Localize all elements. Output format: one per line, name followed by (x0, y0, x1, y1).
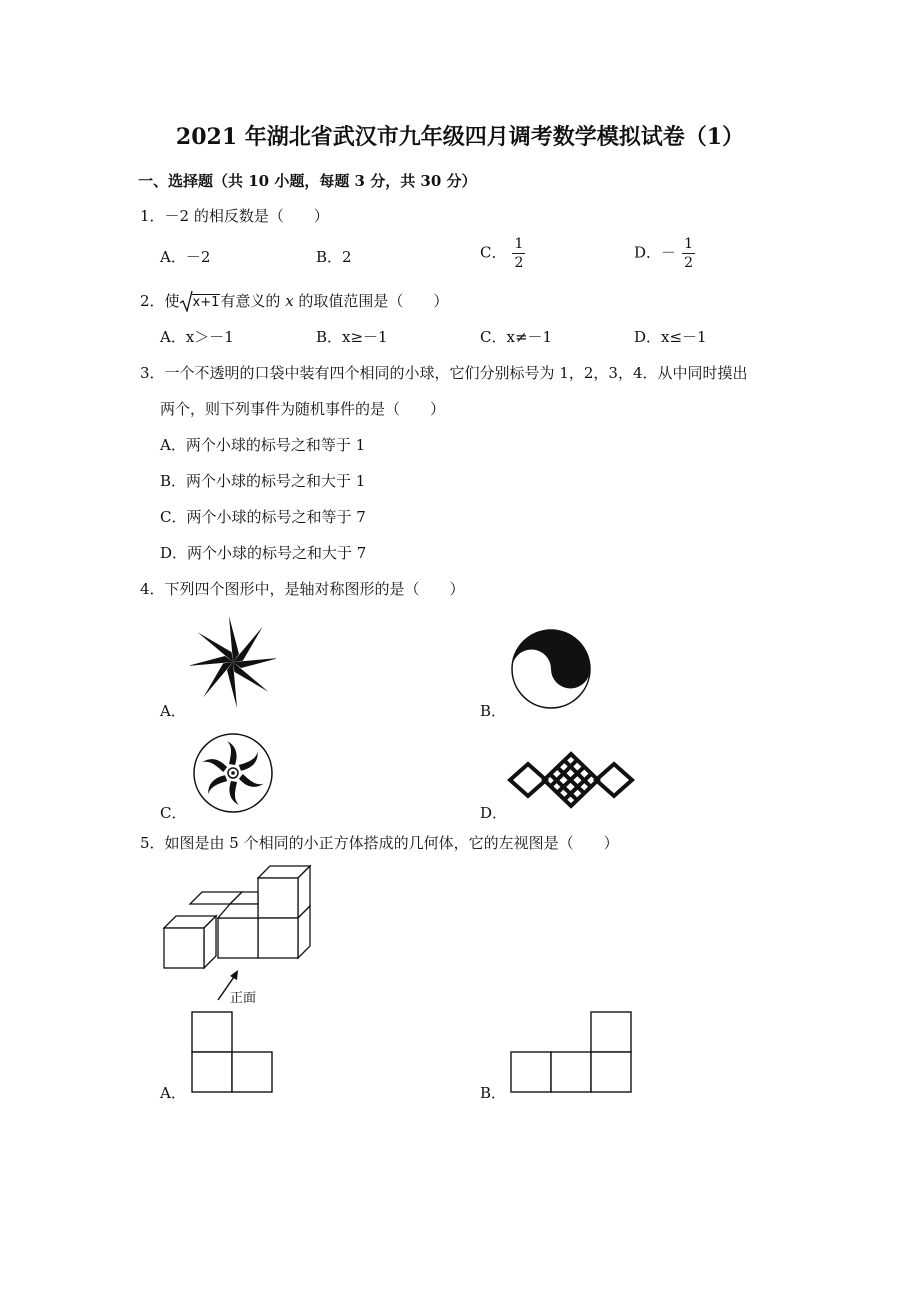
q3-option-a[interactable]: A．两个小球的标号之和等于 1 (160, 436, 366, 454)
q2-option-a[interactable] (160, 326, 234, 347)
q2-option-c-label: C． (480, 328, 507, 346)
q5-option-a-view[interactable] (190, 1010, 276, 1094)
q2-suffix-b: 的取值范围是（ ） (293, 292, 449, 310)
endless-knot-figure[interactable] (506, 748, 636, 812)
question-4-stem: 4．下列四个图形中，是轴对称图形的是（ ） (140, 580, 465, 598)
radicand: x+1 (192, 295, 220, 310)
q3-option-c[interactable]: C．两个小球的标号之和等于 7 (160, 508, 366, 526)
fraction-denominator: 2 (684, 255, 693, 271)
fraction-denominator: 2 (514, 255, 524, 271)
q1-option-c[interactable] (480, 236, 525, 271)
q2-prefix: 2．使 (140, 292, 180, 310)
front-view-label: 正面 (230, 991, 257, 1006)
q1-option-d[interactable] (634, 236, 695, 271)
q4-option-a-label[interactable]: A． (160, 702, 186, 720)
q2-variable: x (285, 292, 294, 310)
question-3-stem-line1: 3．一个不透明的口袋中装有四个相同的小球，它们分别标号为 1，2，3，4．从中同时摸出 (140, 364, 748, 382)
fraction-numerator: 1 (514, 236, 524, 252)
question-3-stem-line2: 两个，则下列事件为随机事件的是（ ） (160, 400, 446, 418)
fraction-numerator: 1 (684, 236, 693, 252)
q5-option-b-view[interactable] (509, 1010, 633, 1094)
q1-option-a[interactable]: A．－2 (160, 248, 211, 266)
q5-option-a-label[interactable]: A． (160, 1084, 186, 1102)
q1-option-c-fraction (512, 236, 525, 271)
q2-option-b-label: B． (316, 328, 343, 346)
q4-option-d-label[interactable]: D． (480, 804, 508, 822)
yin-yang-figure[interactable] (510, 628, 592, 710)
q1-option-d-label: D．－ (634, 243, 677, 262)
page-title: 2021 年湖北省武汉市九年级四月调考数学模拟试卷（1） (175, 124, 745, 150)
q1-option-d-fraction (682, 236, 695, 271)
q2-suffix-a: 有意义的 (220, 292, 286, 310)
q2-option-b-value: x≥－1 (342, 328, 388, 346)
q2-option-c[interactable] (480, 326, 552, 347)
q1-option-c-label: C． (480, 243, 507, 262)
q2-option-b[interactable] (316, 326, 388, 347)
section-heading: 一、选择题（共 10 小题，每题 3 分，共 30 分） (138, 172, 477, 190)
q3-option-d[interactable]: D．两个小球的标号之和大于 7 (160, 544, 367, 562)
question-2-stem (140, 290, 448, 311)
q2-option-c-value: x≠－1 (506, 328, 553, 346)
square-root (180, 292, 221, 310)
question-1-stem: 1．－2 的相反数是（ ） (140, 207, 329, 225)
q4-option-c-label[interactable]: C． (160, 804, 187, 822)
pinwheel-star-figure[interactable] (190, 614, 276, 710)
q2-option-d[interactable] (634, 326, 707, 347)
q4-option-b-label[interactable]: B． (480, 702, 507, 720)
q1-option-b[interactable]: B．2 (316, 248, 352, 266)
cube-solid-figure (158, 862, 320, 970)
q2-option-a-label: A． (160, 328, 186, 346)
q3-option-b[interactable]: B．两个小球的标号之和大于 1 (160, 472, 366, 490)
q2-option-d-value: x≤－1 (661, 328, 707, 346)
question-5-stem: 5．如图是由 5 个相同的小正方体搭成的几何体，它的左视图是（ ） (140, 834, 619, 852)
q2-option-d-label: D． (634, 328, 662, 346)
q2-option-a-value: x＞－1 (185, 328, 234, 346)
swirl-wheel-figure[interactable] (192, 732, 274, 814)
q5-option-b-label[interactable]: B． (480, 1084, 507, 1102)
